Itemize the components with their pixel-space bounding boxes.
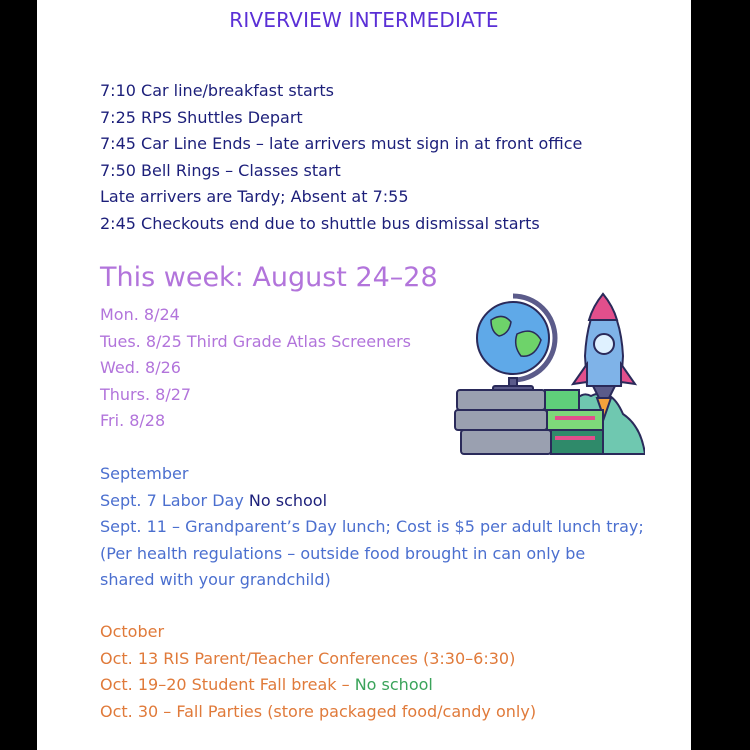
september-line: Sept. 11 – Grandparent’s Day lunch; Cost is $5 per adult lunch tray; bbox=[100, 517, 644, 536]
labor-day-line bbox=[100, 488, 644, 515]
fall-parties-text: Oct. 30 – Fall Parties bbox=[100, 701, 263, 721]
september-line: shared with your grandchild) bbox=[100, 570, 331, 589]
school-title: RIVERVIEW INTERMEDIATE bbox=[229, 8, 499, 32]
week-day: Wed. 8/26 bbox=[100, 358, 181, 377]
schedule-line: 7:10 Car line/breakfast starts bbox=[100, 81, 334, 100]
september-section bbox=[100, 461, 644, 594]
schedule-line: 2:45 Checkouts end due to shuttle bus dismissal starts bbox=[100, 213, 540, 233]
fall-parties-line bbox=[100, 699, 536, 726]
schedule-line: 7:25 RPS Shuttles Depart bbox=[100, 107, 303, 127]
week-heading: This week: August 24–28 bbox=[100, 262, 438, 293]
week-day: Thurs. 8/27 bbox=[100, 384, 192, 404]
no-school-text: No school bbox=[354, 675, 433, 694]
fall-break-text: Oct. 19–20 Student Fall break – bbox=[100, 675, 350, 694]
october-heading: October bbox=[100, 622, 165, 641]
schedule-line: 7:50 Bell Rings – Classes start bbox=[100, 160, 341, 180]
no-school-text: No school bbox=[248, 490, 328, 510]
schedule-line: Late arrivers are Tardy; Absent at 7:55 bbox=[100, 187, 409, 206]
week-days bbox=[100, 302, 411, 435]
globe-books-rocket-illustration bbox=[451, 286, 645, 458]
september-line: (Per health regulations – outside food brought in can only be bbox=[100, 543, 586, 563]
schedule-line: 7:45 Car Line Ends – late arrivers must sign in at front office bbox=[100, 134, 583, 153]
week-day: Tues. 8/25 Third Grade Atlas Screeners bbox=[100, 331, 411, 351]
fall-break-line bbox=[100, 672, 536, 699]
week-day: Fri. 8/28 bbox=[100, 411, 166, 430]
week-day: Mon. 8/24 bbox=[100, 305, 180, 324]
daily-schedule bbox=[100, 78, 582, 237]
september-heading: September bbox=[100, 464, 189, 483]
conferences-line: Oct. 13 RIS Parent/Teacher Conferences (3:30–6:30) bbox=[100, 648, 516, 668]
october-section bbox=[100, 619, 536, 725]
labor-day-text: Sept. 7 Labor Day bbox=[100, 490, 244, 510]
fall-parties-note: (store packaged food/candy only) bbox=[267, 701, 537, 721]
flyer-page bbox=[37, 0, 691, 750]
